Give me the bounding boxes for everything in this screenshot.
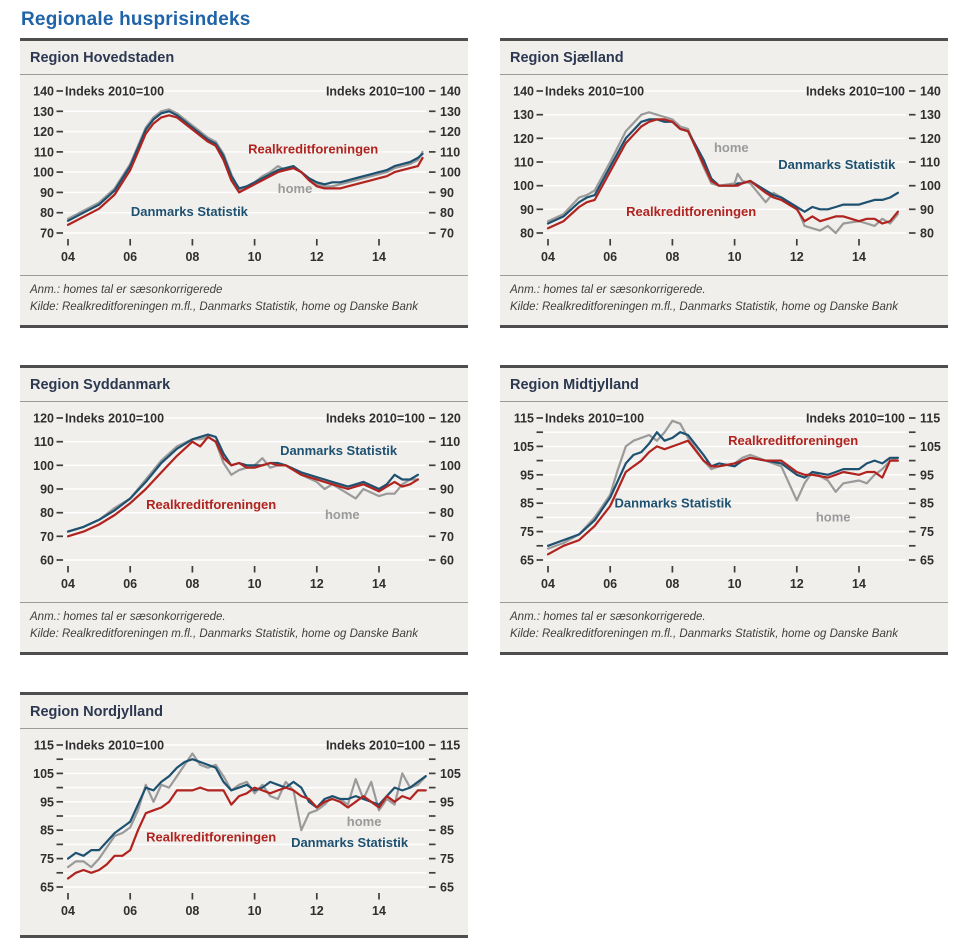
axis-title-left: Indeks 2010=100 bbox=[545, 411, 645, 426]
chart-header bbox=[20, 695, 468, 729]
y-axis-label-right: 105 bbox=[920, 439, 941, 454]
chart-source: Kilde: Realkreditforeningen m.fl., Danmarks Statistik, home og Danske Bank bbox=[30, 301, 418, 313]
x-axis-label: 12 bbox=[789, 577, 804, 591]
series-label-danmarks-statistik: Danmarks Statistik bbox=[778, 157, 896, 173]
line-chart-nordjylland bbox=[20, 729, 468, 935]
chart-footer bbox=[20, 275, 468, 325]
chart-header bbox=[500, 41, 948, 75]
y-axis-label-left: 65 bbox=[40, 880, 54, 895]
x-axis-label: 04 bbox=[541, 577, 555, 591]
y-axis-label-left: 80 bbox=[520, 226, 534, 241]
chart-title: Region Hovedstaden bbox=[30, 49, 175, 66]
chart-row-2 bbox=[20, 365, 948, 655]
chart-footer bbox=[20, 602, 468, 652]
x-axis-label: 08 bbox=[665, 250, 680, 264]
chart-header bbox=[500, 368, 948, 402]
chart-panel-hovedstaden bbox=[20, 38, 468, 328]
y-axis-label-left: 100 bbox=[33, 458, 54, 473]
x-axis-label: 08 bbox=[665, 577, 680, 591]
axis-title-right: Indeks 2010=100 bbox=[325, 84, 425, 99]
x-axis-label: 14 bbox=[372, 904, 386, 918]
y-axis-label-right: 115 bbox=[440, 738, 461, 753]
y-axis-label-left: 75 bbox=[40, 852, 54, 867]
y-axis-label-right: 90 bbox=[440, 185, 454, 200]
series-label-home: home bbox=[324, 506, 360, 522]
axis-title-left: Indeks 2010=100 bbox=[545, 84, 645, 99]
series-label-danmarks-statistik: Danmarks Statistik bbox=[280, 442, 398, 458]
x-axis-label: 06 bbox=[603, 250, 618, 264]
y-axis-label-right: 80 bbox=[440, 506, 454, 521]
y-axis-label-right: 100 bbox=[920, 179, 941, 194]
line-chart-syddanmark bbox=[20, 402, 468, 602]
x-axis-label: 06 bbox=[123, 904, 138, 918]
y-axis-label-right: 90 bbox=[440, 482, 454, 497]
y-axis-label-right: 140 bbox=[440, 84, 461, 99]
chart-header bbox=[20, 41, 468, 75]
chart-footer bbox=[500, 602, 948, 652]
axis-title-left: Indeks 2010=100 bbox=[65, 84, 165, 99]
chart-title: Region Syddanmark bbox=[30, 376, 171, 393]
y-axis-label-left: 120 bbox=[513, 131, 534, 146]
x-axis-label: 12 bbox=[309, 904, 324, 918]
series-label-danmarks-statistik: Danmarks Statistik bbox=[614, 495, 732, 511]
y-axis-label-left: 75 bbox=[520, 525, 534, 540]
y-axis-label-left: 85 bbox=[520, 496, 534, 511]
chart-footer bbox=[500, 275, 948, 325]
y-axis-label-left: 100 bbox=[33, 165, 54, 180]
y-axis-label-left: 65 bbox=[520, 553, 534, 568]
axis-title-left: Indeks 2010=100 bbox=[65, 411, 165, 426]
x-axis-label: 06 bbox=[603, 577, 618, 591]
y-axis-label-right: 65 bbox=[440, 880, 454, 895]
y-axis-label-left: 100 bbox=[513, 179, 534, 194]
y-axis-label-left: 60 bbox=[40, 553, 54, 568]
axis-title-left: Indeks 2010=100 bbox=[65, 738, 165, 753]
page-title: Regionale husprisindeks bbox=[21, 9, 251, 30]
y-axis-label-right: 80 bbox=[920, 226, 934, 241]
x-axis-label: 14 bbox=[852, 577, 866, 591]
y-axis-label-right: 110 bbox=[920, 155, 941, 170]
y-axis-label-left: 120 bbox=[33, 411, 54, 426]
y-axis-label-left: 90 bbox=[40, 482, 54, 497]
y-axis-label-right: 110 bbox=[440, 435, 461, 450]
x-axis-label: 10 bbox=[727, 577, 742, 591]
x-axis-label: 10 bbox=[247, 904, 262, 918]
chart-note: Anm.: homes tal er sæsonkorrigerede. bbox=[30, 611, 226, 623]
y-axis-label-right: 100 bbox=[440, 165, 461, 180]
y-axis-label-left: 105 bbox=[33, 766, 54, 781]
y-axis-label-left: 120 bbox=[33, 125, 54, 140]
series-label-home: home bbox=[346, 813, 382, 829]
chart-source: Kilde: Realkreditforeningen m.fl., Danmarks Statistik, home og Danske Bank bbox=[30, 628, 418, 640]
x-axis-label: 04 bbox=[61, 250, 75, 264]
axis-title-right: Indeks 2010=100 bbox=[805, 411, 905, 426]
chart-row-1 bbox=[20, 38, 948, 328]
series-label-realkreditforeningen: Realkreditforeningen bbox=[626, 204, 757, 219]
series-label-realkreditforeningen: Realkreditforeningen bbox=[146, 496, 277, 512]
chart-source: Kilde: Realkreditforeningen m.fl., Danmarks Statistik, home og Danske Bank bbox=[510, 628, 898, 640]
y-axis-label-right: 70 bbox=[440, 226, 454, 241]
chart-title: Region Nordjylland bbox=[30, 703, 163, 720]
chart-title: Region Midtjylland bbox=[510, 376, 639, 393]
x-axis-label: 12 bbox=[309, 250, 324, 264]
x-axis-label: 10 bbox=[247, 577, 262, 591]
chart-header bbox=[20, 368, 468, 402]
x-axis-label: 10 bbox=[727, 250, 742, 264]
x-axis-label: 12 bbox=[789, 250, 804, 264]
y-axis-label-left: 130 bbox=[513, 108, 534, 123]
x-axis-label: 04 bbox=[61, 577, 75, 591]
y-axis-label-right: 70 bbox=[440, 529, 454, 544]
y-axis-label-right: 80 bbox=[440, 206, 454, 221]
chart-area bbox=[500, 402, 948, 602]
chart-area bbox=[500, 75, 948, 275]
series-label-home: home bbox=[713, 140, 749, 156]
x-axis-label: 06 bbox=[123, 250, 138, 264]
x-axis-label: 06 bbox=[123, 577, 138, 591]
y-axis-label-right: 110 bbox=[440, 145, 461, 160]
series-label-realkreditforeningen: Realkreditforeningen bbox=[728, 433, 859, 448]
y-axis-label-right: 95 bbox=[440, 795, 454, 810]
chart-source: Kilde: Realkreditforeningen m.fl., Danmarks Statistik, home og Danske Bank bbox=[510, 301, 898, 313]
axis-title-right: Indeks 2010=100 bbox=[805, 84, 905, 99]
chart-note: Anm.: homes tal er sæsonkorrigerede bbox=[30, 284, 223, 296]
y-axis-label-right: 60 bbox=[440, 553, 454, 568]
series-label-home: home bbox=[277, 181, 313, 197]
series-label-danmarks-statistik: Danmarks Statistik bbox=[291, 835, 409, 851]
y-axis-label-left: 70 bbox=[40, 226, 54, 241]
y-axis-label-right: 120 bbox=[920, 131, 941, 146]
x-axis-label: 14 bbox=[372, 577, 386, 591]
y-axis-label-left: 110 bbox=[33, 435, 54, 450]
x-axis-label: 08 bbox=[185, 904, 200, 918]
y-axis-label-right: 75 bbox=[440, 852, 454, 867]
line-chart-hovedstaden bbox=[20, 75, 468, 275]
chart-area bbox=[20, 75, 468, 275]
y-axis-label-left: 140 bbox=[33, 84, 54, 99]
x-axis-label: 14 bbox=[372, 250, 386, 264]
axis-title-right: Indeks 2010=100 bbox=[325, 411, 425, 426]
y-axis-label-right: 120 bbox=[440, 125, 461, 140]
y-axis-label-right: 120 bbox=[440, 411, 461, 426]
chart-title: Region Sjælland bbox=[510, 49, 624, 66]
y-axis-label-left: 90 bbox=[40, 185, 54, 200]
chart-area bbox=[20, 729, 468, 935]
y-axis-label-right: 85 bbox=[920, 496, 934, 511]
y-axis-label-right: 140 bbox=[920, 84, 941, 99]
y-axis-label-left: 95 bbox=[520, 468, 534, 483]
chart-panel-syddanmark bbox=[20, 365, 468, 655]
y-axis-label-left: 80 bbox=[40, 506, 54, 521]
series-label-realkreditforeningen: Realkreditforeningen bbox=[146, 829, 277, 845]
x-axis-label: 08 bbox=[185, 250, 200, 264]
y-axis-label-left: 140 bbox=[513, 84, 534, 99]
y-axis-label-right: 90 bbox=[920, 202, 934, 217]
y-axis-label-left: 110 bbox=[33, 145, 54, 160]
series-label-realkreditforeningen: Realkreditforeningen bbox=[248, 141, 379, 157]
series-label-danmarks-statistik: Danmarks Statistik bbox=[130, 204, 248, 219]
x-axis-label: 04 bbox=[61, 904, 75, 918]
y-axis-label-left: 80 bbox=[40, 206, 54, 221]
y-axis-label-left: 70 bbox=[40, 529, 54, 544]
chart-row-3 bbox=[20, 692, 948, 938]
y-axis-label-right: 130 bbox=[920, 108, 941, 123]
y-axis-label-right: 65 bbox=[920, 553, 934, 568]
y-axis-label-right: 100 bbox=[440, 458, 461, 473]
y-axis-label-left: 115 bbox=[33, 738, 54, 753]
x-axis-label: 14 bbox=[852, 250, 866, 264]
y-axis-label-right: 130 bbox=[440, 104, 461, 119]
x-axis-label: 04 bbox=[541, 250, 555, 264]
chart-panel-sjaelland bbox=[500, 38, 948, 328]
chart-panel-midtjylland bbox=[500, 365, 948, 655]
x-axis-label: 08 bbox=[185, 577, 200, 591]
y-axis-label-left: 95 bbox=[40, 795, 54, 810]
y-axis-label-left: 105 bbox=[513, 439, 534, 454]
y-axis-label-right: 85 bbox=[440, 823, 454, 838]
series-label-home: home bbox=[815, 509, 851, 525]
y-axis-label-right: 105 bbox=[440, 766, 461, 781]
line-chart-sjaelland bbox=[500, 75, 948, 275]
chart-note: Anm.: homes tal er sæsonkorrigerede. bbox=[510, 611, 706, 623]
y-axis-label-right: 75 bbox=[920, 525, 934, 540]
y-axis-label-left: 130 bbox=[33, 104, 54, 119]
line-chart-midtjylland bbox=[500, 402, 948, 602]
y-axis-label-left: 90 bbox=[520, 202, 534, 217]
y-axis-label-left: 85 bbox=[40, 823, 54, 838]
chart-area bbox=[20, 402, 468, 602]
axis-title-right: Indeks 2010=100 bbox=[325, 738, 425, 753]
y-axis-label-right: 115 bbox=[920, 411, 941, 426]
chart-panel-nordjylland bbox=[20, 692, 468, 938]
chart-note: Anm.: homes tal er sæsonkorrigerede. bbox=[510, 284, 706, 296]
y-axis-label-right: 95 bbox=[920, 468, 934, 483]
y-axis-label-left: 115 bbox=[513, 411, 534, 426]
series-line-home bbox=[68, 109, 423, 219]
x-axis-label: 10 bbox=[247, 250, 262, 264]
x-axis-label: 12 bbox=[309, 577, 324, 591]
y-axis-label-left: 110 bbox=[513, 155, 534, 170]
